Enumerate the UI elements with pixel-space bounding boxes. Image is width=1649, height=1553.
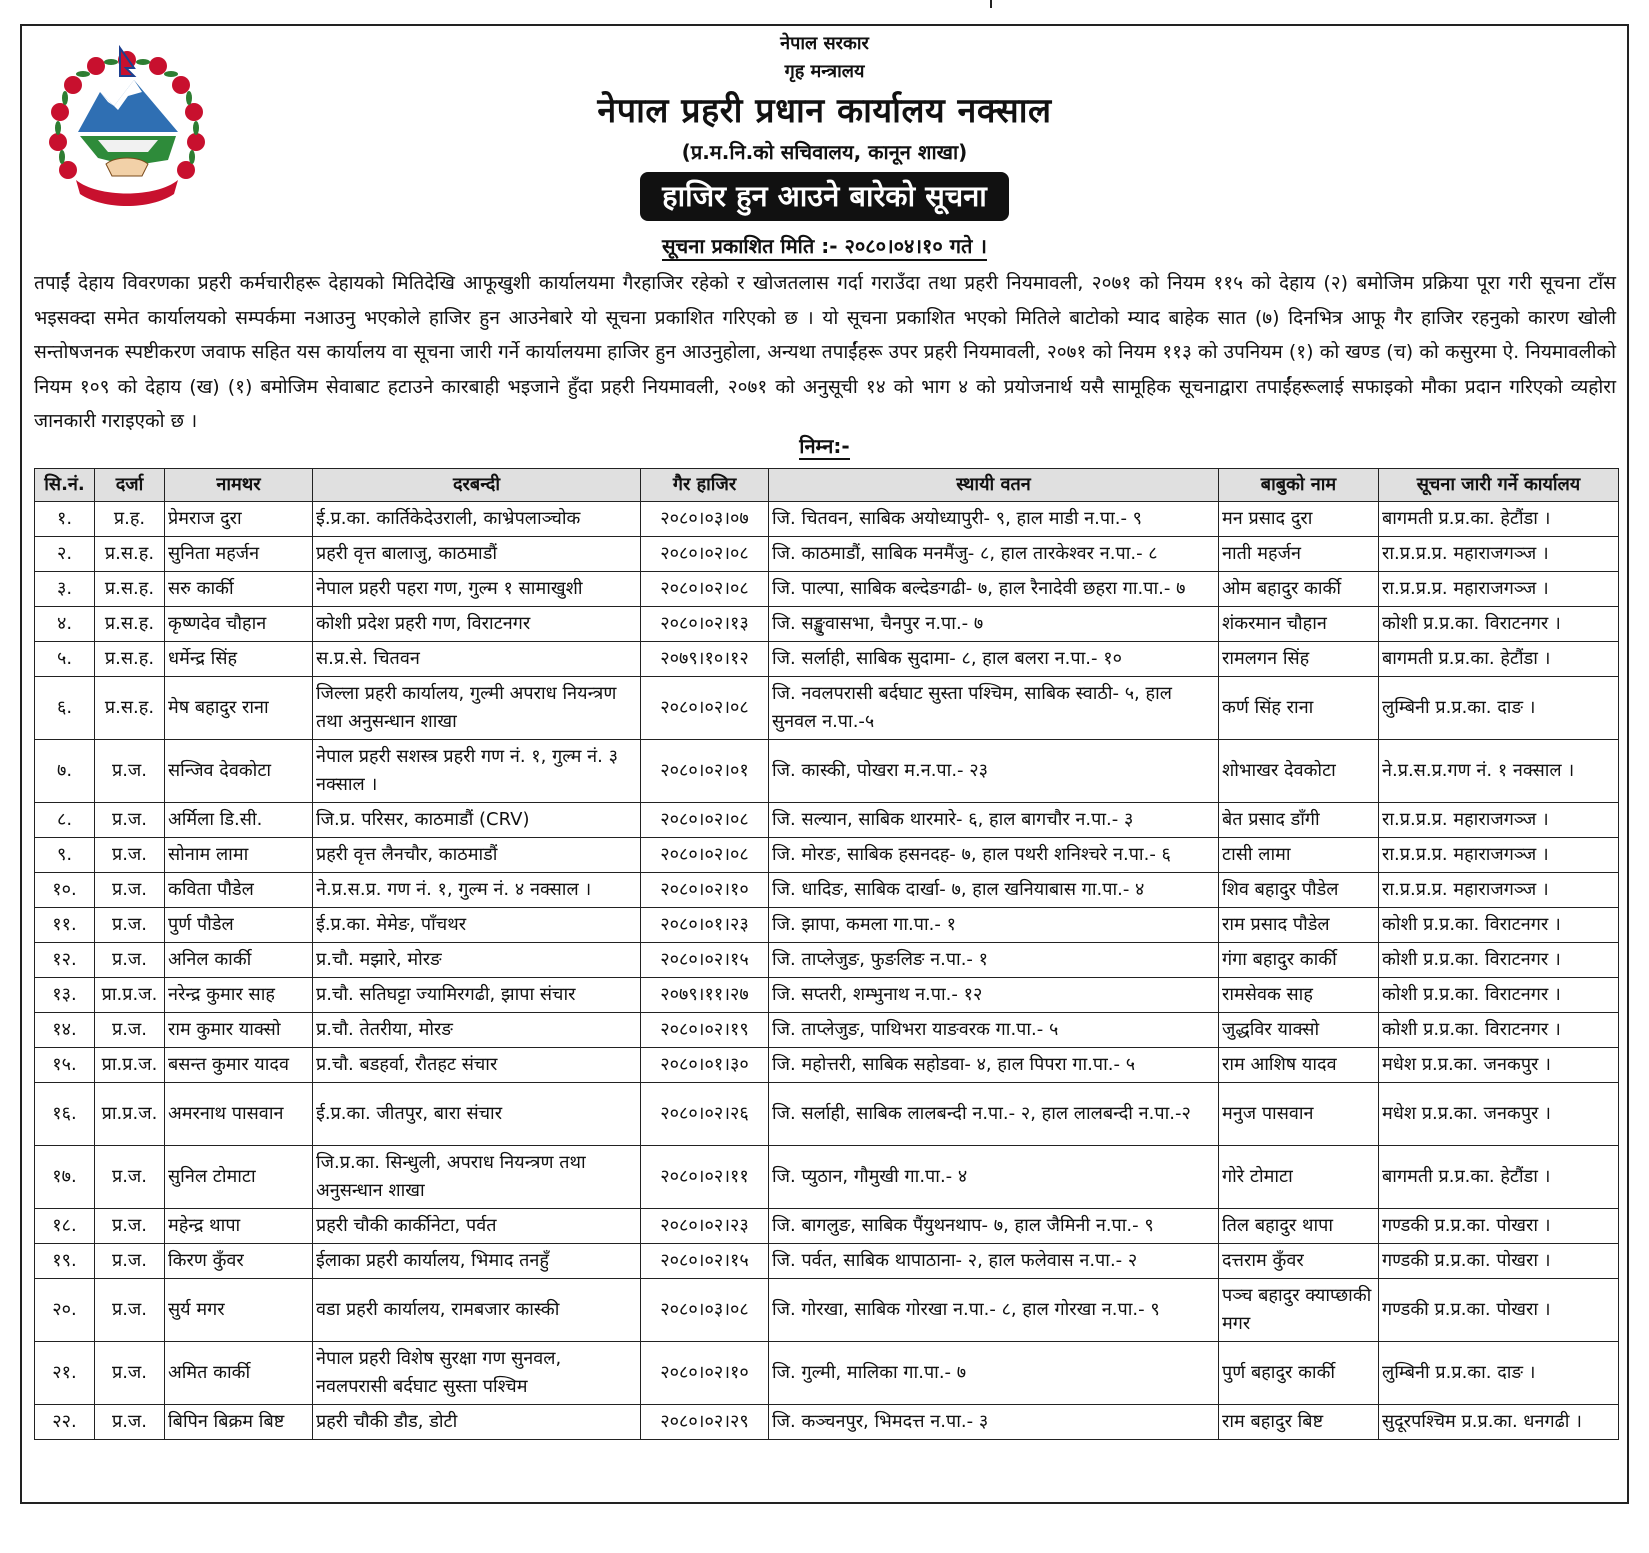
cell-name: सुनिता महर्जन <box>165 537 313 572</box>
cell-issuing-office: सुदूरपश्चिम प्र.प्र.का. धनगढी । <box>1379 1405 1619 1440</box>
cell-name: महेन्द्र थापा <box>165 1209 313 1244</box>
table-row <box>35 1048 1619 1083</box>
cell-name: अमित कार्की <box>165 1342 313 1405</box>
cell-rank: प्र.स.ह. <box>95 537 165 572</box>
cell-posting: जि.प्र.का. सिन्धुली, अपराध नियन्त्रण तथा अनुसन्धान शाखा <box>313 1146 641 1209</box>
cell-father-name: टासी लामा <box>1219 838 1379 873</box>
cell-absent-date: २०८०।०२।०८ <box>641 537 769 572</box>
cell-posting: वडा प्रहरी कार्यालय, रामबजार कास्की <box>313 1279 641 1342</box>
cell-rank: प्रा.प्र.ज. <box>95 978 165 1013</box>
cell-posting: कोशी प्रदेश प्रहरी गण, विराटनगर <box>313 607 641 642</box>
absentee-table <box>34 468 1619 1440</box>
cell-issuing-office: गण्डकी प्र.प्र.का. पोखरा । <box>1379 1209 1619 1244</box>
cell-father-name: नाती महर्जन <box>1219 537 1379 572</box>
cell-serial: २१. <box>35 1342 95 1405</box>
cell-posting: प्र.चौ. तेतरीया, मोरङ <box>313 1013 641 1048</box>
ministry-name: गृह मन्त्रालय <box>784 61 865 82</box>
cell-father-name: शोभाखर देवकोटा <box>1219 740 1379 803</box>
column-header-father-name: बाबुको नाम <box>1219 469 1379 502</box>
cell-absent-date: २०७९।१०।१२ <box>641 642 769 677</box>
table-row <box>35 537 1619 572</box>
cell-issuing-office: लुम्बिनी प्र.प्र.का. दाङ । <box>1379 677 1619 740</box>
column-header-issuing-office: सूचना जारी गर्ने कार्यालय <box>1379 469 1619 502</box>
cell-name: मेष बहादुर राना <box>165 677 313 740</box>
cell-father-name: गंगा बहादुर कार्की <box>1219 943 1379 978</box>
cell-father-name: राम प्रसाद पौडेल <box>1219 908 1379 943</box>
cell-permanent-address: जि. ताप्लेजुङ, पाथिभरा याङवरक गा.पा.- ५ <box>769 1013 1219 1048</box>
cell-serial: ८. <box>35 803 95 838</box>
cell-issuing-office: बागमती प्र.प्र.का. हेटौंडा । <box>1379 502 1619 537</box>
cell-serial: १७. <box>35 1146 95 1209</box>
cell-serial: ४. <box>35 607 95 642</box>
cell-posting: प्रहरी वृत्त बालाजु, काठमाडौं <box>313 537 641 572</box>
cell-absent-date: २०८०।०२।०८ <box>641 572 769 607</box>
header <box>0 30 1649 221</box>
cell-serial: ५. <box>35 642 95 677</box>
government-name: नेपाल सरकार <box>780 33 869 54</box>
cell-permanent-address: जि. ताप्लेजुङ, फुङलिङ न.पा.- १ <box>769 943 1219 978</box>
cell-posting: जिल्ला प्रहरी कार्यालय, गुल्मी अपराध नियन्त्रण तथा अनुसन्धान शाखा <box>313 677 641 740</box>
table-row <box>35 803 1619 838</box>
cell-serial: २. <box>35 537 95 572</box>
cell-permanent-address: जि. सप्तरी, शम्भुनाथ न.पा.- १२ <box>769 978 1219 1013</box>
top-rule <box>990 0 992 8</box>
cell-posting: नेपाल प्रहरी पहरा गण, गुल्म १ सामाखुशी <box>313 572 641 607</box>
cell-posting: नेपाल प्रहरी विशेष सुरक्षा गण सुनवल, नवलपरासी बर्दघाट सुस्ता पश्चिम <box>313 1342 641 1405</box>
cell-serial: १२. <box>35 943 95 978</box>
cell-serial: १३. <box>35 978 95 1013</box>
cell-permanent-address: जि. सङ्खुवासभा, चैनपुर न.पा.- ७ <box>769 607 1219 642</box>
cell-issuing-office: लुम्बिनी प्र.प्र.का. दाङ । <box>1379 1342 1619 1405</box>
cell-rank: प्र.ज. <box>95 740 165 803</box>
cell-rank: प्र.स.ह. <box>95 607 165 642</box>
cell-father-name: जुद्धविर याक्सो <box>1219 1013 1379 1048</box>
cell-issuing-office: ने.प्र.स.प्र.गण नं. १ नक्साल । <box>1379 740 1619 803</box>
table-row <box>35 908 1619 943</box>
cell-rank: प्र.ज. <box>95 1244 165 1279</box>
cell-rank: प्रा.प्र.ज. <box>95 1083 165 1146</box>
column-header-serial: सि.नं. <box>35 469 95 502</box>
table-row <box>35 572 1619 607</box>
table-row <box>35 502 1619 537</box>
cell-absent-date: २०८०।०२।१५ <box>641 1244 769 1279</box>
cell-permanent-address: जि. गुल्मी, मालिका गा.पा.- ७ <box>769 1342 1219 1405</box>
cell-issuing-office: रा.प्र.प्र.प्र. महाराजगञ्ज । <box>1379 838 1619 873</box>
cell-name: बिपिन बिक्रम बिष्ट <box>165 1405 313 1440</box>
notice-body: तपाईं देहाय विवरणका प्रहरी कर्मचारीहरू देहायको मितिदेखि आफूखुशी कार्यालयमा गैरहाजिर रहेको र खोजतलास गर्दा गराउँदा तथा प्रहरी नियमावली, २०७१ को नियम ११५ को देहाय (२) बमोजिम प्रक्रिया पूरा गरी सूचना टाँस भइसक्दा समेत कार्यालयको सम्पर्कमा नआउनु भएकोले हाजिर हुन आउनेबारे यो सूचना प्रकाशित गरिएको छ । यो सूचना प्रकाशित भएको मितिले बाटोको म्याद बाहेक सात (७) दिनभित्र आफू गैर हाजिर रहनुको कारण खोली सन्तोषजनक स्पष्टीकरण जवाफ सहित यस कार्यालय वा सूचना जारी गर्ने कार्यालयमा हाजिर हुन आउनुहोला, अन्यथा तपाईंहरू उपर प्रहरी नियमावली, २०७१ को नियम ११३ को उपनियम (१) को खण्ड (च) को कसुरमा ऐ. नियमावलीको नियम १०९ को देहाय (ख) (१) बमोजिम सेवाबाट हटाउने कारबाही भइजाने हुँदा प्रहरी नियमावली, २०७१ को अनुसूची १४ को भाग ४ को प्रयोजनार्थ यसै सामूहिक सूचनाद्वारा तपाईंहरूलाई सफाइको मौका प्रदान गरिएको व्यहोरा जानकारी गराइएको छ । <box>34 272 1617 432</box>
cell-name: सुर्य मगर <box>165 1279 313 1342</box>
cell-rank: प्र.ज. <box>95 1146 165 1209</box>
cell-name: नरेन्द्र कुमार साह <box>165 978 313 1013</box>
cell-father-name: बेत प्रसाद डाँगी <box>1219 803 1379 838</box>
cell-absent-date: २०८०।०२।१० <box>641 1342 769 1405</box>
cell-rank: प्र.ज. <box>95 943 165 978</box>
cell-father-name: राम बहादुर बिष्ट <box>1219 1405 1379 1440</box>
cell-absent-date: २०७९।११।२७ <box>641 978 769 1013</box>
cell-serial: १९. <box>35 1244 95 1279</box>
cell-name: अमरनाथ पासवान <box>165 1083 313 1146</box>
cell-permanent-address: जि. धादिङ, साबिक दार्खा- ७, हाल खनियाबास गा.पा.- ४ <box>769 873 1219 908</box>
cell-name: अर्मिला डि.सी. <box>165 803 313 838</box>
cell-posting: ई.प्र.का. जीतपुर, बारा संचार <box>313 1083 641 1146</box>
cell-permanent-address: जि. सर्लाही, साबिक लालबन्दी न.पा.- २, हाल लालबन्दी न.पा.-२ <box>769 1083 1219 1146</box>
cell-absent-date: २०८०।०१।२३ <box>641 908 769 943</box>
notice-title: हाजिर हुन आउने बारेको सूचना <box>640 172 1009 221</box>
cell-serial: २०. <box>35 1279 95 1342</box>
cell-rank: प्र.स.ह. <box>95 677 165 740</box>
cell-issuing-office: कोशी प्र.प्र.का. विराटनगर । <box>1379 978 1619 1013</box>
cell-father-name: तिल बहादुर थापा <box>1219 1209 1379 1244</box>
cell-issuing-office: बागमती प्र.प्र.का. हेटौंडा । <box>1379 1146 1619 1209</box>
table-header-row <box>35 469 1619 502</box>
cell-serial: ९. <box>35 838 95 873</box>
table-row <box>35 642 1619 677</box>
cell-posting: ईलाका प्रहरी कार्यालय, भिमाद तनहुँ <box>313 1244 641 1279</box>
table-row <box>35 1405 1619 1440</box>
cell-permanent-address: जि. मोरङ, साबिक हसनदह- ७, हाल पथरी शनिश्चरे न.पा.- ६ <box>769 838 1219 873</box>
cell-rank: प्र.ज. <box>95 1342 165 1405</box>
cell-issuing-office: बागमती प्र.प्र.का. हेटौंडा । <box>1379 642 1619 677</box>
cell-name: प्रेमराज दुरा <box>165 502 313 537</box>
cell-rank: प्र.स.ह. <box>95 642 165 677</box>
publish-date: सूचना प्रकाशित मिति :- २०८०।०४।१० गते । <box>0 232 1649 259</box>
cell-rank: प्र.ज. <box>95 1013 165 1048</box>
cell-rank: प्र.ज. <box>95 908 165 943</box>
cell-permanent-address: जि. झापा, कमला गा.पा.- १ <box>769 908 1219 943</box>
cell-posting: जि.प्र. परिसर, काठमाडौं (CRV) <box>313 803 641 838</box>
cell-rank: प्रा.प्र.ज. <box>95 1048 165 1083</box>
cell-absent-date: २०८०।०२।१५ <box>641 943 769 978</box>
cell-permanent-address: जि. सल्यान, साबिक थारमारे- ६, हाल बागचौर न.पा.- ३ <box>769 803 1219 838</box>
cell-serial: ३. <box>35 572 95 607</box>
table-row <box>35 943 1619 978</box>
table-row <box>35 740 1619 803</box>
cell-absent-date: २०८०।०२।२९ <box>641 1405 769 1440</box>
cell-absent-date: २०८०।०३।०७ <box>641 502 769 537</box>
cell-father-name: मनुज पासवान <box>1219 1083 1379 1146</box>
cell-posting: ई.प्र.का. मेमेङ, पाँचथर <box>313 908 641 943</box>
cell-father-name: शिव बहादुर पौडेल <box>1219 873 1379 908</box>
cell-issuing-office: कोशी प्र.प्र.का. विराटनगर । <box>1379 908 1619 943</box>
cell-name: धर्मेन्द्र सिंह <box>165 642 313 677</box>
cell-issuing-office: कोशी प्र.प्र.का. विराटनगर । <box>1379 943 1619 978</box>
cell-issuing-office: रा.प्र.प्र.प्र. महाराजगञ्ज । <box>1379 803 1619 838</box>
column-header-absent-date: गैर हाजिर <box>641 469 769 502</box>
cell-name: सरु कार्की <box>165 572 313 607</box>
cell-permanent-address: जि. पर्वत, साबिक थापाठाना- २, हाल फलेवास न.पा.- २ <box>769 1244 1219 1279</box>
cell-father-name: गोरे टोमाटा <box>1219 1146 1379 1209</box>
table-row <box>35 1279 1619 1342</box>
cell-rank: प्र.स.ह. <box>95 572 165 607</box>
table-row <box>35 1146 1619 1209</box>
cell-permanent-address: जि. चितवन, साबिक अयोध्यापुरी- ९, हाल माडी न.पा.- ९ <box>769 502 1219 537</box>
cell-issuing-office: मधेश प्र.प्र.का. जनकपुर । <box>1379 1083 1619 1146</box>
cell-posting: स.प्र.से. चितवन <box>313 642 641 677</box>
table-row <box>35 1209 1619 1244</box>
cell-father-name: पञ्च बहादुर क्याप्छाकी मगर <box>1219 1279 1379 1342</box>
table-row <box>35 607 1619 642</box>
table-row <box>35 1342 1619 1405</box>
cell-name: राम कुमार याक्सो <box>165 1013 313 1048</box>
table-row <box>35 677 1619 740</box>
cell-absent-date: २०८०।०३।०८ <box>641 1279 769 1342</box>
table-row <box>35 873 1619 908</box>
column-header-posting: दरबन्दी <box>313 469 641 502</box>
cell-serial: १८. <box>35 1209 95 1244</box>
cell-father-name: पुर्ण बहादुर कार्की <box>1219 1342 1379 1405</box>
cell-posting: प्र.चौ. मझारे, मोरङ <box>313 943 641 978</box>
cell-father-name: मन प्रसाद दुरा <box>1219 502 1379 537</box>
cell-absent-date: २०८०।०२।०८ <box>641 803 769 838</box>
cell-serial: १४. <box>35 1013 95 1048</box>
cell-absent-date: २०८०।०२।११ <box>641 1146 769 1209</box>
table-row <box>35 1244 1619 1279</box>
cell-absent-date: २०८०।०२।२३ <box>641 1209 769 1244</box>
cell-name: किरण कुँवर <box>165 1244 313 1279</box>
cell-rank: प्र.ज. <box>95 803 165 838</box>
cell-absent-date: २०८०।०२।०१ <box>641 740 769 803</box>
table-row <box>35 838 1619 873</box>
cell-posting: ने.प्र.स.प्र. गण नं. १, गुल्म नं. ४ नक्साल । <box>313 873 641 908</box>
table-row <box>35 1083 1619 1146</box>
column-header-rank: दर्जा <box>95 469 165 502</box>
table-row <box>35 978 1619 1013</box>
cell-rank: प्र.ज. <box>95 838 165 873</box>
cell-issuing-office: रा.प्र.प्र.प्र. महाराजगञ्ज । <box>1379 572 1619 607</box>
cell-serial: ६. <box>35 677 95 740</box>
cell-serial: १. <box>35 502 95 537</box>
cell-permanent-address: जि. महोत्तरी, साबिक सहोडवा- ४, हाल पिपरा गा.पा.- ५ <box>769 1048 1219 1083</box>
cell-rank: प्र.ज. <box>95 1405 165 1440</box>
table-body <box>35 502 1619 1440</box>
cell-name: अनिल कार्की <box>165 943 313 978</box>
cell-name: सोनाम लामा <box>165 838 313 873</box>
cell-posting: प्र.चौ. सतिघट्टा ज्यामिरगढी, झापा संचार <box>313 978 641 1013</box>
cell-name: बसन्त कुमार यादव <box>165 1048 313 1083</box>
cell-permanent-address: जि. कञ्चनपुर, भिमदत्त न.पा.- ३ <box>769 1405 1219 1440</box>
cell-absent-date: २०८०।०२।०८ <box>641 677 769 740</box>
cell-father-name: रामलगन सिंह <box>1219 642 1379 677</box>
list-subheading: निम्न:- <box>799 434 850 458</box>
cell-father-name: दत्तराम कुँवर <box>1219 1244 1379 1279</box>
cell-serial: ७. <box>35 740 95 803</box>
cell-serial: १०. <box>35 873 95 908</box>
cell-permanent-address: जि. कास्की, पोखरा म.न.पा.- २३ <box>769 740 1219 803</box>
cell-rank: प्र.ज. <box>95 873 165 908</box>
table-row <box>35 1013 1619 1048</box>
office-name: नेपाल प्रहरी प्रधान कार्यालय नक्साल <box>597 91 1052 131</box>
cell-name: सन्जिव देवकोटा <box>165 740 313 803</box>
cell-father-name: कर्ण सिंह राना <box>1219 677 1379 740</box>
cell-permanent-address: जि. सर्लाही, साबिक सुदामा- ८, हाल बलरा न.पा.- १० <box>769 642 1219 677</box>
cell-name: कृष्णदेव चौहान <box>165 607 313 642</box>
cell-absent-date: २०८०।०१।३० <box>641 1048 769 1083</box>
cell-issuing-office: कोशी प्र.प्र.का. विराटनगर । <box>1379 1013 1619 1048</box>
cell-serial: ११. <box>35 908 95 943</box>
cell-issuing-office: गण्डकी प्र.प्र.का. पोखरा । <box>1379 1244 1619 1279</box>
cell-rank: प्र.ह. <box>95 502 165 537</box>
cell-absent-date: २०८०।०२।१३ <box>641 607 769 642</box>
cell-absent-date: २०८०।०२।२६ <box>641 1083 769 1146</box>
cell-rank: प्र.ज. <box>95 1279 165 1342</box>
cell-absent-date: २०८०।०२।१९ <box>641 1013 769 1048</box>
cell-name: पुर्ण पौडेल <box>165 908 313 943</box>
column-header-permanent-address: स्थायी वतन <box>769 469 1219 502</box>
cell-permanent-address: जि. पाल्पा, साबिक बल्देङगढी- ७, हाल रैनादेवी छहरा गा.पा.- ७ <box>769 572 1219 607</box>
cell-issuing-office: रा.प्र.प्र.प्र. महाराजगञ्ज । <box>1379 873 1619 908</box>
cell-name: सुनिल टोमाटा <box>165 1146 313 1209</box>
branch-name: (प्र.म.नि.को सचिवालय, कानून शाखा) <box>681 140 968 164</box>
cell-permanent-address: जि. बागलुङ, साबिक पैंयुथनथाप- ७, हाल जैमिनी न.पा.- ९ <box>769 1209 1219 1244</box>
cell-posting: प्रहरी चौकी डौड, डोटी <box>313 1405 641 1440</box>
cell-issuing-office: कोशी प्र.प्र.का. विराटनगर । <box>1379 607 1619 642</box>
cell-rank: प्र.ज. <box>95 1209 165 1244</box>
cell-posting: प्र.चौ. बडहर्वा, रौतहट संचार <box>313 1048 641 1083</box>
column-header-name: नामथर <box>165 469 313 502</box>
cell-absent-date: २०८०।०२।१० <box>641 873 769 908</box>
cell-name: कविता पौडेल <box>165 873 313 908</box>
cell-posting: ई.प्र.का. कार्तिकेदेउराली, काभ्रेपलाञ्चोक <box>313 502 641 537</box>
cell-issuing-office: मधेश प्र.प्र.का. जनकपुर । <box>1379 1048 1619 1083</box>
cell-absent-date: २०८०।०२।०८ <box>641 838 769 873</box>
cell-permanent-address: जि. प्युठान, गौमुखी गा.पा.- ४ <box>769 1146 1219 1209</box>
cell-father-name: राम आशिष यादव <box>1219 1048 1379 1083</box>
cell-issuing-office: रा.प्र.प्र.प्र. महाराजगञ्ज । <box>1379 537 1619 572</box>
cell-posting: नेपाल प्रहरी सशस्त्र प्रहरी गण नं. १, गुल्म नं. ३ नक्साल । <box>313 740 641 803</box>
cell-father-name: शंकरमान चौहान <box>1219 607 1379 642</box>
cell-permanent-address: जि. काठमाडौं, साबिक मनमैंजु- ८, हाल तारकेश्वर न.पा.- ८ <box>769 537 1219 572</box>
cell-permanent-address: जि. नवलपरासी बर्दघाट सुस्ता पश्चिम, साबिक स्वाठी- ५, हाल सुनवल न.पा.-५ <box>769 677 1219 740</box>
cell-serial: १६. <box>35 1083 95 1146</box>
cell-posting: प्रहरी चौकी कार्कीनेटा, पर्वत <box>313 1209 641 1244</box>
cell-posting: प्रहरी वृत्त लैनचौर, काठमाडौं <box>313 838 641 873</box>
cell-father-name: रामसेवक साह <box>1219 978 1379 1013</box>
cell-serial: २२. <box>35 1405 95 1440</box>
cell-father-name: ओम बहादुर कार्की <box>1219 572 1379 607</box>
cell-issuing-office: गण्डकी प्र.प्र.का. पोखरा । <box>1379 1279 1619 1342</box>
cell-permanent-address: जि. गोरखा, साबिक गोरखा न.पा.- ८, हाल गोरखा न.पा.- ९ <box>769 1279 1219 1342</box>
cell-serial: १५. <box>35 1048 95 1083</box>
